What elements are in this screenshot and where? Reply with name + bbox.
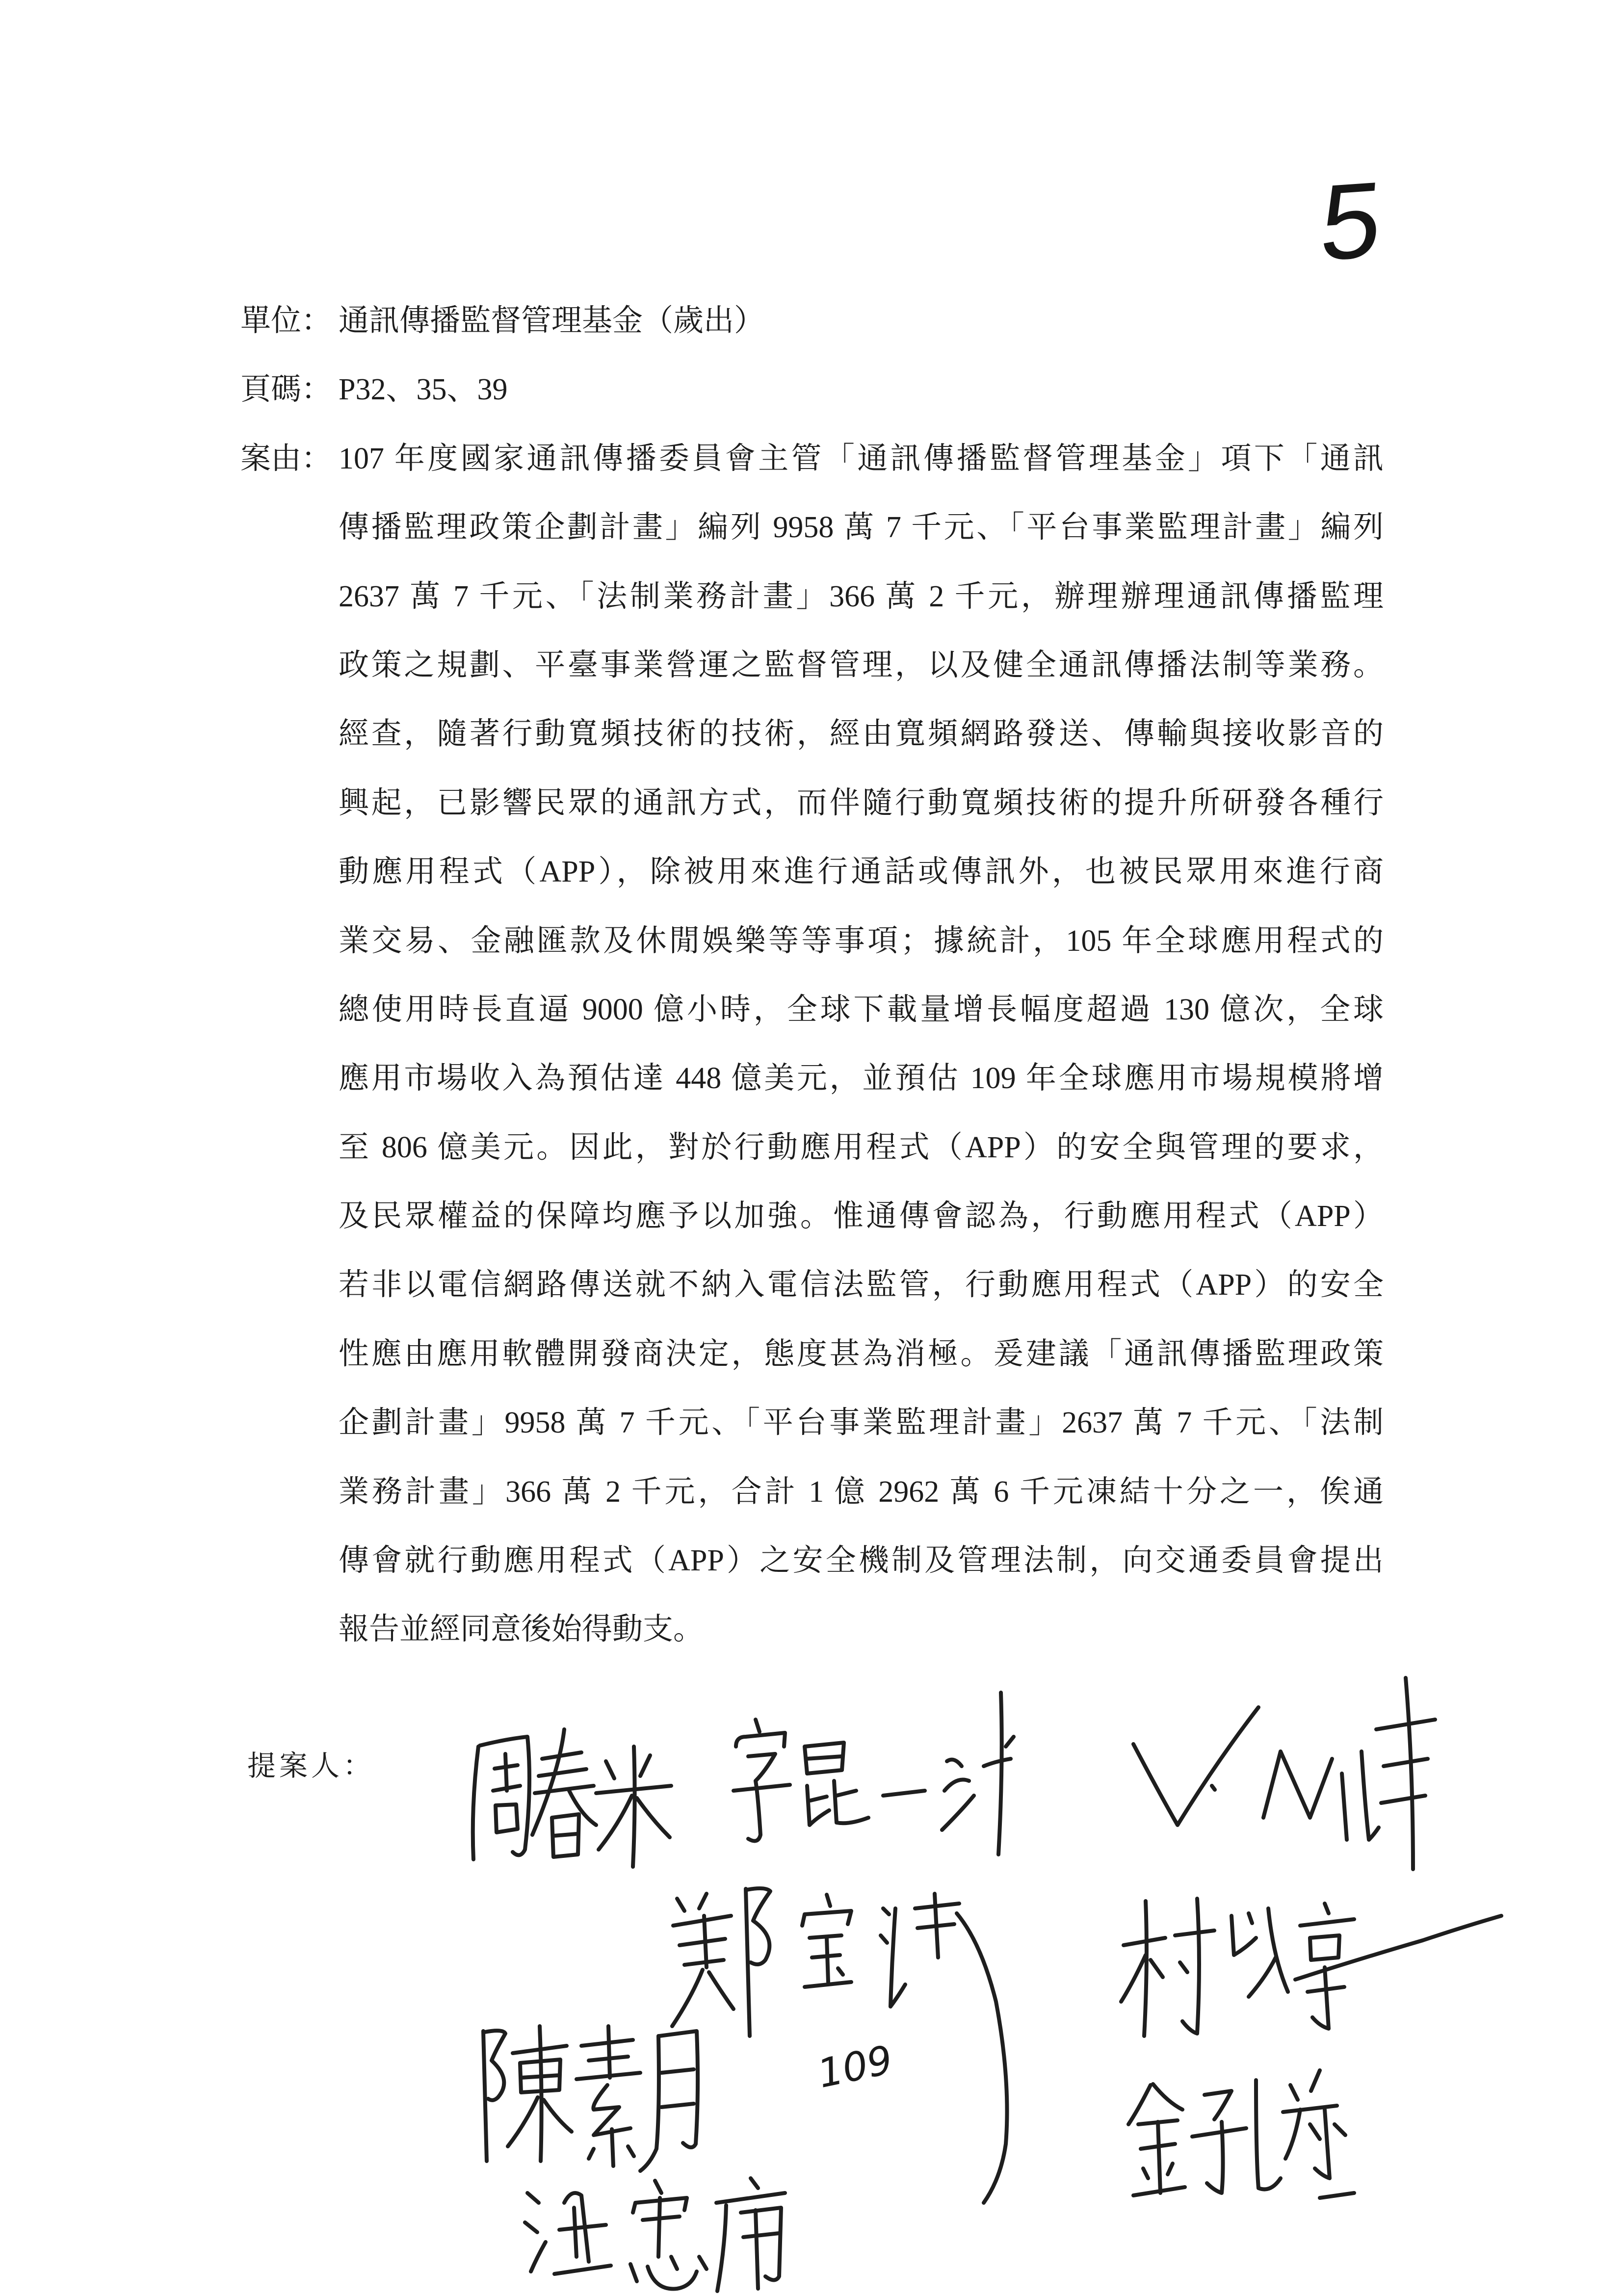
case-line: 企劃計畫」9958 萬 7 千元、「平台事業監理計畫」2637 萬 7 千元、「法制 xyxy=(339,1406,1384,1440)
pages-row xyxy=(240,355,1384,424)
proposer-label: 提案人： xyxy=(247,1750,375,1782)
case-row xyxy=(240,837,1384,906)
case-row xyxy=(240,1251,1384,1319)
case-row xyxy=(240,975,1384,1044)
handwritten-note: 109 xyxy=(813,2036,897,2097)
case-row xyxy=(240,493,1384,562)
case-line: 性應由應用軟體開發商決定，態度甚為消極。爰建議「通訊傳播監理政策 xyxy=(339,1337,1384,1371)
signature-4 xyxy=(672,1888,1007,2203)
case-line: 傳會就行動應用程式（APP）之安全機制及管理法制，向交通委員會提出 xyxy=(339,1544,1384,1578)
case-row xyxy=(240,1044,1384,1113)
signature-5 xyxy=(1121,1899,1501,2036)
pages-value: P32、35、39 xyxy=(339,373,508,407)
case-line: 報告並經同意後始得動支。 xyxy=(339,1613,704,1646)
case-row xyxy=(240,769,1384,837)
case-row xyxy=(240,907,1384,975)
case-line: 動應用程式（APP），除被用來進行通話或傳訊外，也被民眾用來進行商 xyxy=(339,855,1384,889)
case-row xyxy=(240,631,1384,700)
case-line: 總使用時長直逼 9000 億小時，全球下載量增長幅度超過 130 億次，全球 xyxy=(339,992,1384,1026)
case-line: 經查，隨著行動寬頻技術的技術，經由寬頻網路發送、傳輸與接收影音的 xyxy=(339,717,1384,751)
case-row xyxy=(240,424,1384,493)
signature-3 xyxy=(1133,1678,1435,1869)
unit-value: 通訊傳播監督管理基金（歲出） xyxy=(339,304,765,338)
handwritten-page-number: 5 xyxy=(1316,158,1386,284)
document-body xyxy=(240,287,1384,1664)
case-line: 興起，已影響民眾的通訊方式，而伴隨行動寬頻技術的提升所研發各種行 xyxy=(339,786,1384,820)
case-row xyxy=(240,1182,1384,1251)
case-line: 政策之規劃、平臺事業營運之監督管理，以及健全通訊傳播法制等業務。 xyxy=(339,648,1384,682)
case-row xyxy=(240,700,1384,768)
case-line: 業交易、金融匯款及休閒娛樂等等事項；據統計，105 年全球應用程式的 xyxy=(339,924,1384,958)
case-row xyxy=(240,1113,1384,1182)
unit-row xyxy=(240,287,1384,355)
case-row xyxy=(240,1320,1384,1388)
signature-6 xyxy=(483,2026,698,2171)
case-row xyxy=(240,1458,1384,1526)
case-line: 若非以電信網路傳送就不納入電信法監管，行動應用程式（APP）的安全 xyxy=(339,1268,1384,1302)
case-line: 2637 萬 7 千元、「法制業務計畫」366 萬 2 千元，辦理辦理通訊傳播監理 xyxy=(339,579,1384,613)
unit-label: 單位： xyxy=(240,304,332,338)
signature-8 xyxy=(1128,2070,1354,2198)
case-row xyxy=(240,1595,1384,1664)
signature-2 xyxy=(733,1693,1014,1854)
pages-label: 頁碼： xyxy=(240,373,332,407)
case-line: 應用市場收入為預估達 448 億美元，並預估 109 年全球應用市場規模將增 xyxy=(339,1062,1384,1096)
case-line: 107 年度國家通訊傳播委員會主管「通訊傳播監督管理基金」項下「通訊 xyxy=(339,442,1384,475)
case-line: 業務計畫」366 萬 2 千元，合計 1 億 2962 萬 6 千元凍結十分之一，俟通 xyxy=(339,1475,1384,1509)
signature-1 xyxy=(473,1729,671,1867)
case-row xyxy=(240,1526,1384,1595)
case-line: 至 806 億美元。因此，對於行動應用程式（APP）的安全與管理的要求， xyxy=(339,1130,1384,1164)
case-row xyxy=(240,1388,1384,1457)
case-label: 案由： xyxy=(240,442,332,475)
case-line: 傳播監理政策企劃計畫」編列 9958 萬 7 千元、「平台事業監理計畫」編列 xyxy=(339,511,1384,545)
signature-7 xyxy=(525,2178,785,2291)
case-row xyxy=(240,562,1384,631)
case-line: 及民眾權益的保障均應予以加強。惟通傳會認為，行動應用程式（APP） xyxy=(339,1200,1384,1233)
